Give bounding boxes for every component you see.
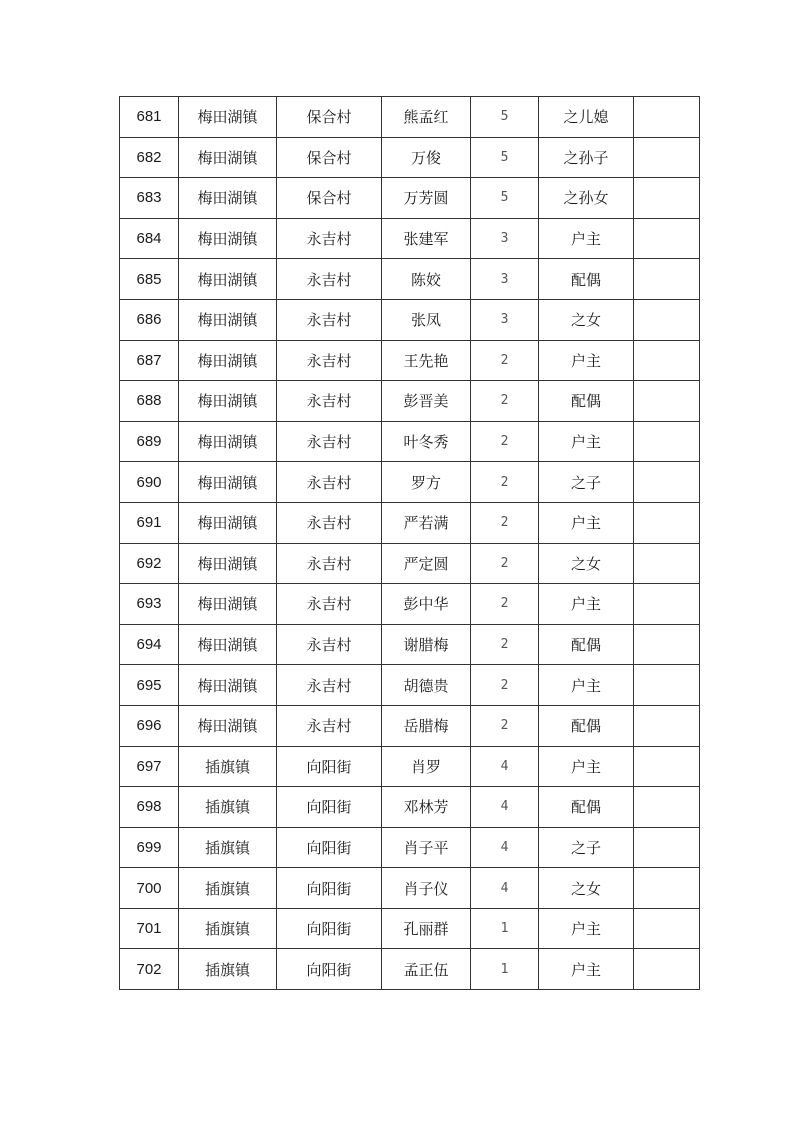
cell-serial-number: 698 <box>120 787 179 828</box>
cell-town: 梅田湖镇 <box>179 218 277 259</box>
cell-name: 谢腊梅 <box>382 624 471 665</box>
cell-serial-number: 692 <box>120 543 179 584</box>
table-row <box>120 502 700 543</box>
table-row <box>120 299 700 340</box>
cell-household-size: 2 <box>471 502 539 543</box>
cell-village: 永吉村 <box>277 543 382 584</box>
cell-relation: 配偶 <box>539 259 634 300</box>
table-row <box>120 868 700 909</box>
cell-village: 永吉村 <box>277 502 382 543</box>
cell-name: 万芳圆 <box>382 178 471 219</box>
cell-name: 邓林芳 <box>382 787 471 828</box>
cell-serial-number: 695 <box>120 665 179 706</box>
cell-village: 永吉村 <box>277 705 382 746</box>
cell-name: 孔丽群 <box>382 908 471 949</box>
table-row <box>120 178 700 219</box>
cell-serial-number: 699 <box>120 827 179 868</box>
table-row <box>120 705 700 746</box>
cell-household-size: 1 <box>471 949 539 990</box>
cell-note <box>634 787 700 828</box>
cell-town: 梅田湖镇 <box>179 462 277 503</box>
cell-relation: 配偶 <box>539 705 634 746</box>
cell-serial-number: 702 <box>120 949 179 990</box>
table-body <box>120 97 700 990</box>
cell-village: 永吉村 <box>277 381 382 422</box>
cell-household-size: 1 <box>471 908 539 949</box>
table-row <box>120 340 700 381</box>
cell-relation: 配偶 <box>539 787 634 828</box>
cell-serial-number: 689 <box>120 421 179 462</box>
cell-village: 保合村 <box>277 178 382 219</box>
cell-relation: 之女 <box>539 299 634 340</box>
cell-serial-number: 701 <box>120 908 179 949</box>
cell-serial-number: 684 <box>120 218 179 259</box>
cell-town: 插旗镇 <box>179 949 277 990</box>
cell-serial-number: 696 <box>120 705 179 746</box>
cell-village: 向阳街 <box>277 868 382 909</box>
cell-note <box>634 421 700 462</box>
cell-note <box>634 137 700 178</box>
cell-serial-number: 686 <box>120 299 179 340</box>
cell-serial-number: 694 <box>120 624 179 665</box>
cell-note <box>634 584 700 625</box>
cell-village: 永吉村 <box>277 665 382 706</box>
cell-name: 岳腊梅 <box>382 705 471 746</box>
cell-household-size: 2 <box>471 584 539 625</box>
cell-name: 胡德贵 <box>382 665 471 706</box>
table-row <box>120 908 700 949</box>
cell-serial-number: 683 <box>120 178 179 219</box>
cell-town: 插旗镇 <box>179 787 277 828</box>
cell-relation: 户主 <box>539 218 634 259</box>
cell-household-size: 5 <box>471 178 539 219</box>
cell-relation: 户主 <box>539 421 634 462</box>
cell-household-size: 2 <box>471 705 539 746</box>
cell-note <box>634 705 700 746</box>
cell-household-size: 2 <box>471 421 539 462</box>
cell-note <box>634 624 700 665</box>
cell-name: 严若满 <box>382 502 471 543</box>
table-row <box>120 218 700 259</box>
cell-village: 向阳街 <box>277 949 382 990</box>
household-table <box>119 96 700 990</box>
cell-note <box>634 665 700 706</box>
cell-household-size: 4 <box>471 787 539 828</box>
cell-note <box>634 908 700 949</box>
cell-name: 肖罗 <box>382 746 471 787</box>
cell-name: 彭晋美 <box>382 381 471 422</box>
cell-serial-number: 691 <box>120 502 179 543</box>
cell-note <box>634 381 700 422</box>
cell-household-size: 3 <box>471 218 539 259</box>
cell-town: 梅田湖镇 <box>179 97 277 138</box>
table-row <box>120 827 700 868</box>
cell-town: 插旗镇 <box>179 746 277 787</box>
cell-household-size: 2 <box>471 381 539 422</box>
cell-relation: 之儿媳 <box>539 97 634 138</box>
cell-serial-number: 690 <box>120 462 179 503</box>
cell-town: 梅田湖镇 <box>179 299 277 340</box>
cell-note <box>634 502 700 543</box>
cell-relation: 之孙子 <box>539 137 634 178</box>
cell-name: 肖子平 <box>382 827 471 868</box>
cell-household-size: 3 <box>471 299 539 340</box>
cell-town: 梅田湖镇 <box>179 543 277 584</box>
cell-village: 保合村 <box>277 97 382 138</box>
cell-household-size: 2 <box>471 665 539 706</box>
cell-village: 永吉村 <box>277 584 382 625</box>
cell-town: 梅田湖镇 <box>179 340 277 381</box>
cell-relation: 户主 <box>539 665 634 706</box>
cell-note <box>634 218 700 259</box>
cell-serial-number: 697 <box>120 746 179 787</box>
cell-town: 插旗镇 <box>179 827 277 868</box>
cell-town: 梅田湖镇 <box>179 178 277 219</box>
table-row <box>120 949 700 990</box>
cell-town: 梅田湖镇 <box>179 502 277 543</box>
cell-town: 插旗镇 <box>179 868 277 909</box>
table-row <box>120 665 700 706</box>
cell-relation: 户主 <box>539 502 634 543</box>
cell-serial-number: 682 <box>120 137 179 178</box>
cell-town: 梅田湖镇 <box>179 584 277 625</box>
cell-town: 梅田湖镇 <box>179 381 277 422</box>
table-row <box>120 584 700 625</box>
cell-serial-number: 685 <box>120 259 179 300</box>
cell-village: 向阳街 <box>277 787 382 828</box>
cell-village: 永吉村 <box>277 462 382 503</box>
cell-relation: 户主 <box>539 746 634 787</box>
table-row <box>120 746 700 787</box>
table-row <box>120 543 700 584</box>
cell-household-size: 2 <box>471 624 539 665</box>
cell-relation: 户主 <box>539 908 634 949</box>
table-row <box>120 381 700 422</box>
cell-village: 向阳街 <box>277 746 382 787</box>
cell-serial-number: 681 <box>120 97 179 138</box>
cell-note <box>634 543 700 584</box>
cell-note <box>634 178 700 219</box>
household-table-container <box>119 96 699 990</box>
cell-household-size: 3 <box>471 259 539 300</box>
cell-town: 梅田湖镇 <box>179 705 277 746</box>
cell-name: 肖子仪 <box>382 868 471 909</box>
cell-relation: 配偶 <box>539 624 634 665</box>
table-row <box>120 97 700 138</box>
cell-relation: 户主 <box>539 584 634 625</box>
cell-village: 永吉村 <box>277 624 382 665</box>
cell-note <box>634 746 700 787</box>
cell-serial-number: 687 <box>120 340 179 381</box>
cell-household-size: 5 <box>471 97 539 138</box>
cell-town: 梅田湖镇 <box>179 665 277 706</box>
cell-name: 张凤 <box>382 299 471 340</box>
table-row <box>120 462 700 503</box>
table-row <box>120 421 700 462</box>
cell-village: 保合村 <box>277 137 382 178</box>
cell-name: 彭中华 <box>382 584 471 625</box>
cell-household-size: 4 <box>471 746 539 787</box>
cell-relation: 之女 <box>539 868 634 909</box>
cell-village: 向阳街 <box>277 908 382 949</box>
cell-name: 叶冬秀 <box>382 421 471 462</box>
cell-note <box>634 340 700 381</box>
cell-relation: 之子 <box>539 462 634 503</box>
cell-village: 永吉村 <box>277 299 382 340</box>
cell-name: 严定圆 <box>382 543 471 584</box>
cell-note <box>634 259 700 300</box>
table-row <box>120 624 700 665</box>
cell-town: 梅田湖镇 <box>179 421 277 462</box>
cell-household-size: 2 <box>471 462 539 503</box>
cell-name: 张建军 <box>382 218 471 259</box>
cell-note <box>634 462 700 503</box>
cell-household-size: 2 <box>471 543 539 584</box>
cell-name: 万俊 <box>382 137 471 178</box>
table-row <box>120 259 700 300</box>
cell-relation: 户主 <box>539 340 634 381</box>
cell-village: 向阳街 <box>277 827 382 868</box>
cell-serial-number: 693 <box>120 584 179 625</box>
cell-note <box>634 949 700 990</box>
cell-village: 永吉村 <box>277 259 382 300</box>
cell-town: 梅田湖镇 <box>179 259 277 300</box>
cell-household-size: 5 <box>471 137 539 178</box>
cell-serial-number: 700 <box>120 868 179 909</box>
cell-name: 熊孟红 <box>382 97 471 138</box>
cell-name: 孟正伍 <box>382 949 471 990</box>
cell-household-size: 4 <box>471 868 539 909</box>
cell-relation: 之女 <box>539 543 634 584</box>
cell-name: 王先艳 <box>382 340 471 381</box>
table-row <box>120 137 700 178</box>
cell-household-size: 4 <box>471 827 539 868</box>
table-row <box>120 787 700 828</box>
cell-village: 永吉村 <box>277 340 382 381</box>
cell-village: 永吉村 <box>277 421 382 462</box>
cell-note <box>634 97 700 138</box>
cell-relation: 配偶 <box>539 381 634 422</box>
cell-name: 陈姣 <box>382 259 471 300</box>
cell-town: 插旗镇 <box>179 908 277 949</box>
cell-relation: 之孙女 <box>539 178 634 219</box>
cell-relation: 户主 <box>539 949 634 990</box>
cell-village: 永吉村 <box>277 218 382 259</box>
cell-name: 罗方 <box>382 462 471 503</box>
cell-note <box>634 868 700 909</box>
cell-town: 梅田湖镇 <box>179 624 277 665</box>
cell-note <box>634 827 700 868</box>
cell-household-size: 2 <box>471 340 539 381</box>
cell-note <box>634 299 700 340</box>
cell-town: 梅田湖镇 <box>179 137 277 178</box>
cell-serial-number: 688 <box>120 381 179 422</box>
cell-relation: 之子 <box>539 827 634 868</box>
